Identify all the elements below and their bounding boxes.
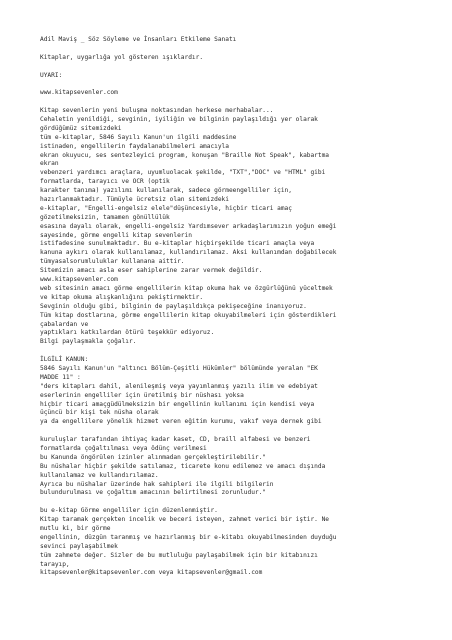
text-line: İLGİLİ KANUN:	[40, 356, 89, 364]
text-line	[40, 98, 440, 107]
text-line: bu Kanunda öngörülen izinler alınmadan gerçekleştirilebilir."	[40, 453, 267, 461]
text-line: karakter tanıma) yazılımı kullanılarak, sadece görmeengelliler için,	[40, 187, 292, 195]
text-line: engellinin, düzgün taranmış ve hazırlanmış bir e-kitabı okuyabilmesinden duyduğu	[40, 533, 337, 541]
text-line: istifadesine sunulmaktadır. Bu e-kitaplar hiçbirşekilde ticari amaçla veya	[40, 240, 315, 248]
text-line: formatlarda çoğaltılması veya ödünç verilmesi	[40, 444, 207, 452]
text-line: kanuna aykırı olarak kullanılamaz, kullandırılamaz. Aksi kullanımdan doğabilecek	[40, 249, 337, 257]
text-line: ekran okuyucu, ses sentezleyici program, konuşan "Braille Not Speak", kabartma	[40, 151, 330, 159]
text-line: "ders kitapları dahil, alenileşmiş veya yayımlanmış yazılı ilim ve edebiyat	[40, 382, 318, 390]
text-line: Sitemizin amacı asla eser sahiplerine zarar vermek değildir.	[40, 267, 263, 275]
text-line: MADDE 11" :	[40, 373, 81, 381]
text-line: eserlerinin engelliler için üretilmiş bir nüshası yoksa	[40, 391, 244, 399]
text-line: ve kitap okuma alışkanlığını pekiştirmektir.	[40, 293, 204, 301]
text-line: kitapsevenler@kitapsevenler.com veya kitapsevenler@gmail.com	[40, 569, 263, 577]
text-line: yaptıkları katkılardan ötürü teşekkür ediyoruz.	[40, 329, 215, 337]
text-line: hiçbir ticari amaçgüdülmeksizin bir engellinin kullanımı için kendisi veya	[40, 400, 315, 408]
text-line: tüm zahmete değer. Sizler de bu mutluluğu paylaşabilmek için bir kitabınızı	[40, 551, 318, 559]
document-text	[40, 36, 440, 578]
text-line	[40, 80, 440, 89]
text-line: sayesinde, görme engelli kitap sevenlerin	[40, 231, 192, 239]
text-line: Bilgi paylaşmakla çoğalır.	[40, 338, 137, 346]
text-line: bulundurulması ve çoğaltım amacının belirtilmesi zorunludur."	[40, 489, 267, 497]
text-line: sevinci paylaşabilmek	[40, 542, 118, 550]
text-line: tüm e-kitaplar, 5846 Sayılı Kanun'un ilgili maddesine	[40, 133, 237, 141]
text-line	[40, 63, 440, 72]
text-line	[40, 45, 440, 54]
text-line: kullanılamaz ve kullandırılamaz.	[40, 471, 159, 479]
text-line: gördüğümüz sitemizdeki	[40, 124, 122, 132]
text-line: ya da engellilere yönelik hizmet veren eğitim kurumu, vakıf veya dernek gibi	[40, 418, 322, 426]
text-line: hazırlanmaktadır. Tümüyle ücretsiz olan sitemizdeki	[40, 196, 229, 204]
text-line: gözetilmeksizin, tamamen gönüllülük	[40, 213, 170, 221]
text-line	[40, 427, 440, 436]
text-line	[40, 498, 440, 507]
text-line: e-kitaplar, "Engelli-engelsiz elele"düşüncesiyle, hiçbir ticari amaç	[40, 204, 292, 212]
text-line: formatlarda, tarayıcı ve OCR (optik	[40, 178, 170, 186]
text-line: mutlu ki, bir görme	[40, 524, 111, 532]
text-line: üçüncü bir kişi tek nüsha olarak	[40, 409, 159, 417]
text-line: www.kitapsevenler.com	[40, 89, 118, 97]
text-line: UYARI:	[40, 71, 63, 79]
text-line: www.kitapsevenler.com	[40, 276, 118, 284]
text-line: tarayıp,	[40, 560, 70, 568]
text-line: web sitesinin amacı görme engellilerin kitap okuma hak ve özgürlüğünü yüceltmek	[40, 284, 333, 292]
text-line: Tüm kitap dostlarına, görme engellilerin kitap okuyabilmeleri için gösterdikleri	[40, 311, 337, 319]
text-line: istinaden, engellilerin faydalanabilmeleri amacıyla	[40, 142, 229, 150]
text-line: esasına dayalı olarak, engelli-engelsiz Yardımsever arkadaşlarımızın yoğun emeği	[40, 222, 337, 230]
text-line: Bu nüshalar hiçbir şekilde satılamaz, ticarete konu edilemez ve amacı dışında	[40, 462, 326, 470]
text-line: Kitap taramak gerçekten incelik ve beceri isteyen, zahmet verici bir iştir. Ne	[40, 516, 330, 524]
text-line: ekran	[40, 160, 59, 168]
text-line: Cehaletin yenildiği, sevginin, iyiliğin ve bilginin paylaşıldığı yer olarak	[40, 116, 318, 124]
text-line: kuruluşlar tarafından ihtiyaç kadar kaset, CD, braill alfabesi ve benzeri	[40, 436, 311, 444]
text-line: 5846 Sayılı Kanun'un "altıncı Bölüm-Çeşitli Hükümler" bölümünde yeralan "EK	[40, 364, 318, 372]
text-line: Sevginin olduğu gibi, bilginin de paylaşıldıkça pekişeceğine inanıyoruz.	[40, 302, 307, 310]
text-line	[40, 347, 440, 356]
text-line: Kitap sevenlerin yeni buluşma noktasından herkese merhabalar...	[40, 107, 274, 115]
text-line: çabalardan ve	[40, 320, 89, 328]
text-line: bu e-kitap Görme engelliler için düzenlenmiştir.	[40, 507, 218, 515]
text-line: Ayrıca bu nüshalar üzerinde hak sahipleri ile ilgili bilgilerin	[40, 480, 274, 488]
text-line: tümyasalsorumluluklar kullanana aittir.	[40, 258, 185, 266]
text-line: vebenzeri yardımcı araçlara, uyumluolacak şekilde, "TXT","DOC" ve "HTML" gibi	[40, 169, 326, 177]
text-line: Adil Maviş _ Söz Söyleme ve İnsanları Etkileme Sanatı	[40, 36, 237, 43]
text-line: Kitaplar, uygarlığa yol gösteren ışıklardır.	[40, 53, 204, 61]
